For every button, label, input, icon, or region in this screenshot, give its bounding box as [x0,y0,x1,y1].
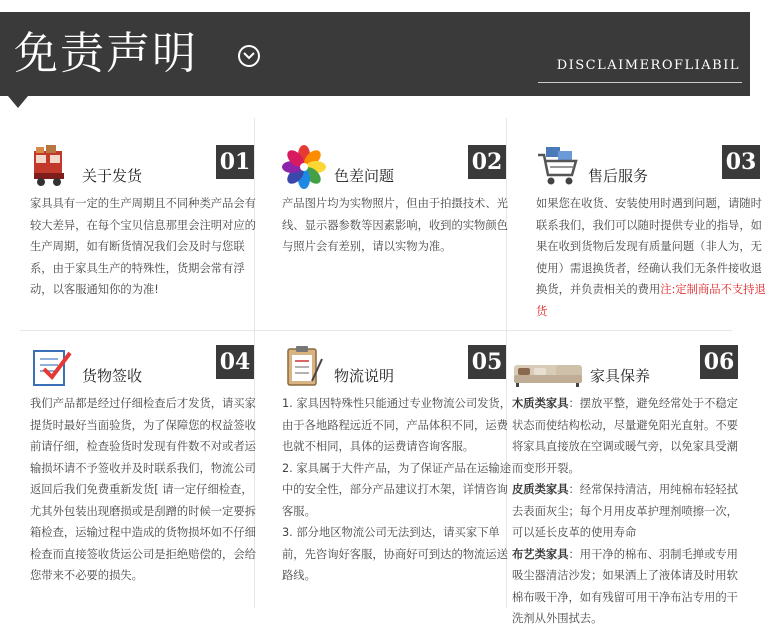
care-item [512,393,738,479]
page-title: 免责声明 [14,28,198,79]
list-item: 3. 部分地区物流公司无法到达，请买家下单前，先咨询好客服，协商好可到达的物流运送路线。 [282,526,508,582]
clipboard-icon [282,345,326,389]
section-title: 售后服务 [588,167,649,185]
section-logistics [282,345,514,605]
section-title: 货物签收 [82,367,143,385]
banner-pointer [8,96,28,108]
chevron-down-icon [238,45,260,67]
section-color-difference [282,145,514,325]
section-title: 物流说明 [334,367,395,385]
section-text: 家具具有一定的生产周期且不同种类产品会有较大差异，在每个宝贝信息那里会注明对应的生产周期，如有断货情况我们会及时与您联系，由于家具生产的特殊性，货期会常有浮动，以客服通知你的为准! [30,197,256,296]
section-number: 04 [216,345,254,379]
shopping-cart-icon [536,145,580,189]
care-item [512,544,738,630]
section-shipping [30,145,262,325]
section-title: 关于发货 [82,167,143,185]
section-text: 我们产品都是经过仔细检查后才发货，请买家提货时最好当面验货，为了保障您的权益签收前请仔细，检查验货时发现有件数不对或者运输损坏请不予签收并及时联系我们，物流公司返回后我们免费重新发货[ 请一定仔细检查，尤其外包装出现磨损或是刮蹭的时候一定要拆箱检查，运输过程中造成的货物损坏如不仔细检查而直接签收货运公司是拒绝赔偿的，会给您带来不必要的损失。 [30,397,256,582]
section-title: 家具保养 [590,367,651,385]
header-banner [0,12,750,96]
care-label: 皮质类家具 [512,483,569,496]
page-subtitle: DISCLAIMEROFLIABIL [556,58,740,73]
subtitle-underline [538,82,742,83]
care-text: ：经常保持清洁，用纯棉布轻轻拭去表面灰尘；每个月用皮革护理剂喷擦一次，可以延长皮革的使用寿命 [512,483,738,539]
care-label: 木质类家具 [512,397,569,410]
checklist-icon [30,345,74,389]
delivery-truck-icon [30,145,74,189]
care-label: 布艺类家具 [512,547,569,561]
section-after-sales [536,145,768,325]
section-text-wrapper [536,193,768,322]
section-receipt [30,345,262,605]
care-list [512,393,738,630]
row-divider [20,330,732,331]
section-number: 01 [216,145,254,179]
care-text: ：摆放平整，避免经常处于不稳定状态而使结构松动，尽量避免阳光直射。不要将家具直接放在空调或暖气旁，以免家具受潮而变形开裂。 [512,397,738,475]
color-palette-icon [282,145,326,189]
section-number: 03 [722,145,760,179]
section-number: 06 [700,345,738,379]
care-text: ：用干净的棉布、羽制毛掸或专用吸尘器清洁沙发；如果洒上了液体请及时用软棉布吸干净，如有残留可用干净布沾专用的干洗剂从外围拭去。 [512,547,738,625]
section-list [282,393,514,587]
no-return-note: 注:定制商品不支持退货 [536,283,766,318]
section-furniture-care [512,345,746,625]
section-text: 产品图片均为实物照片，但由于拍摄技术、光线、显示器参数等因素影响，收到的实物颜色与照片会有差别，请以实物为准。 [282,197,508,253]
care-item [512,479,738,544]
list-item: 2. 家具属于大件产品，为了保证产品在运输途中的安全性，部分产品建议打木架，详情咨询客服。 [282,461,512,518]
section-text: 如果您在收货、安装使用时遇到问题，请随时联系我们，我们可以随时提供专业的指导，如果在收到货物后发现有质量问题（非人为，无使用）需退换货者，经确认我们无条件接收退换货，并负责相关的费用 [536,197,762,296]
section-number: 02 [468,145,506,179]
section-title: 色差问题 [334,167,395,185]
list-item: 1. 家具因特殊性只能通过专业物流公司发货，由于各地路程远近不同，产品体积不同，运费也就不相同，具体的运费请咨询客服。 [282,397,512,453]
section-number: 05 [468,345,506,379]
